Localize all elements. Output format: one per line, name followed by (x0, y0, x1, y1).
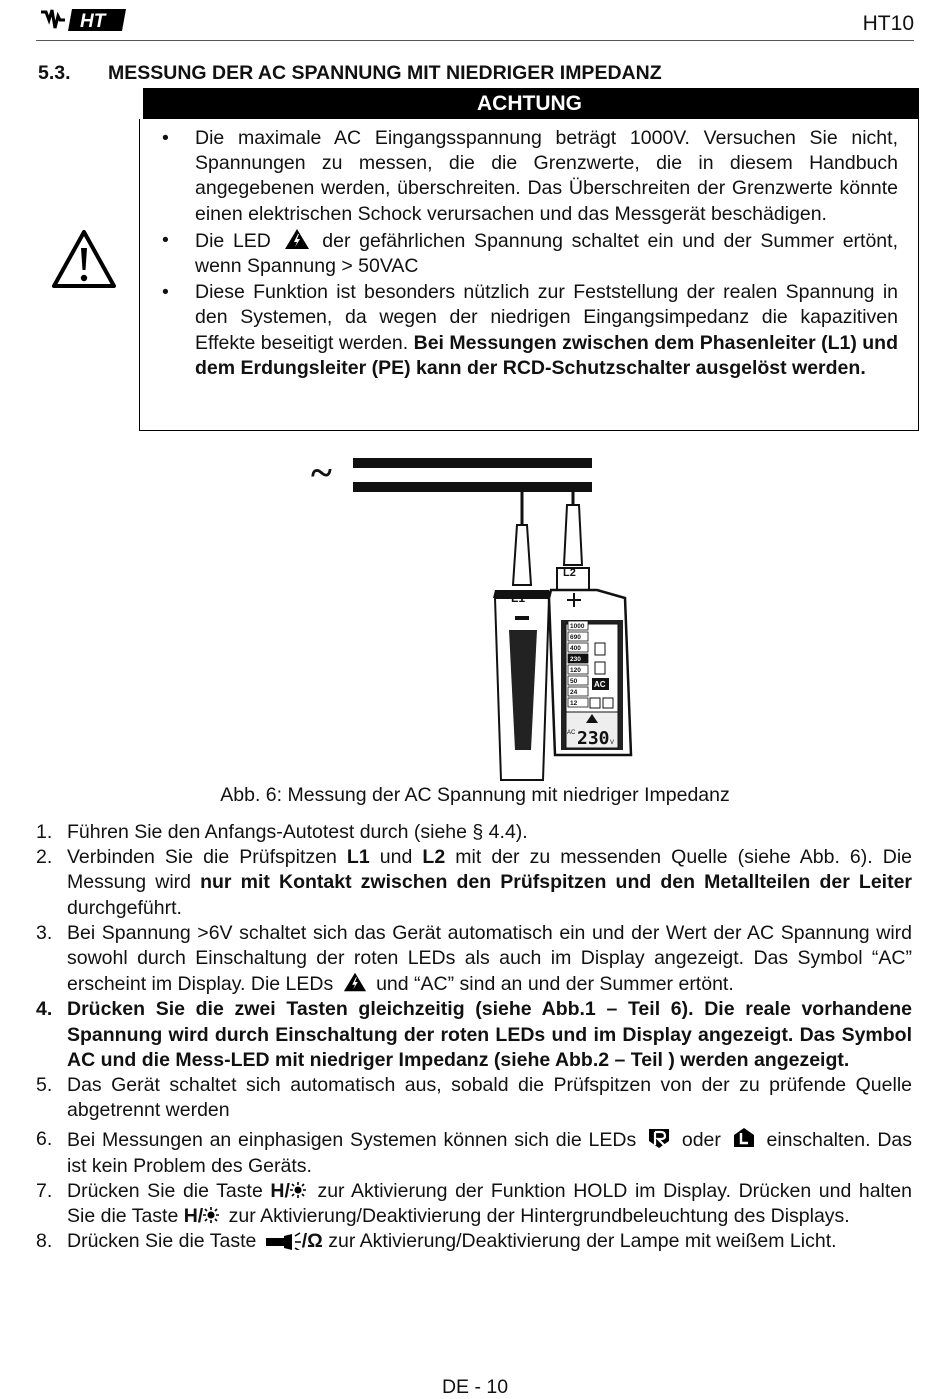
step-number: 5. (36, 1074, 53, 1097)
lcd-value: 230 (577, 728, 610, 749)
step-bold: L1 (346, 846, 370, 869)
lcd-unit: V (610, 740, 615, 746)
page-number: DE - 10 (441, 1376, 509, 1398)
step-number: 7. (36, 1179, 53, 1202)
scale-label: 1000 (570, 623, 585, 630)
ac-tilde: ~ (311, 450, 332, 495)
step-text: Drücken Sie die Taste (67, 1230, 257, 1253)
section-heading (38, 62, 662, 85)
step-3 (36, 921, 912, 998)
probe-l1 (493, 492, 551, 780)
warning-item-text: Die maximale AC Eingangsspannung beträgt 1000V. Versuchen Sie nicht, Spannungen zu messen, die die Grenzwerte, die in diesem Handbuch angegebenen werden, überschreiten. Das Überschreiten der Grenzwerte könnte einen elektrischen Schock verursachen und das Messgerät beschädigen. (195, 127, 898, 225)
warning-item-bold: Bei Messungen zwischen dem Phasenleiter (L1) und dem Erdungsleiter (PE) kann der RCD-Schutzschalter ausgelöst werden. (195, 331, 899, 379)
scale-label: 230 (570, 656, 581, 663)
step-bold: L2 (422, 846, 446, 869)
danger-voltage-led-icon (343, 971, 367, 993)
step-text: Bei Spannung >6V schaltet sich das Gerät automatisch ein und der Wert der AC Spannung wird sowohl durch Einschaltung der roten LEDs als auch im Display angezeigt. Das Symbol “AC” erscheint im Display. Die LEDs (67, 921, 912, 996)
scale-label: 120 (570, 667, 581, 674)
step-text: und “AC” sind an und der Summer ertönt. (376, 973, 734, 996)
procedure-steps (36, 820, 912, 1254)
ac-led-label: AC (594, 680, 606, 689)
step-text: zur Aktivierung der Funktion HOLD im Display. Drücken und halten Sie die Taste (67, 1179, 912, 1228)
step-1 (36, 820, 912, 845)
scale-label: 12 (570, 700, 578, 707)
step-text: Drücken Sie die Taste (67, 1179, 263, 1202)
lamp-key-label: /Ω (301, 1230, 323, 1253)
page-header (36, 0, 914, 41)
warning-item-text: Die LED (195, 229, 271, 252)
probe-l1-label: L1 (511, 591, 526, 605)
step-text: mit der zu messenden Quelle (siehe Abb. 6). Die Messung wird (67, 846, 913, 894)
warning-item-text: der gefährlichen Spannung schaltet ein und der Summer ertönt, wenn Spannung > 50VAC (195, 229, 898, 278)
step-text: Drücken Sie die zwei Tasten gleichzeitig (siehe Abb.1 – Teil 6). Die reale vorhandene Spannung wird durch Einschaltung der roten LEDs und im Display angezeigt. Das Symbol AC und die Mess-LED mit niedriger Impedanz (siehe Abb.2 – Teil ) werden angezeigt. (67, 998, 912, 1071)
lcd-ac-label: AC (567, 730, 576, 736)
step-7 (36, 1179, 912, 1229)
step-number: 4. (36, 998, 53, 1021)
step-text: Bei Messungen an einphasigen Systemen können sich die LEDs (67, 1129, 637, 1152)
ht-logo (40, 6, 128, 34)
warning-list (140, 126, 898, 381)
step-8 (36, 1229, 912, 1254)
section-number: 5.3. (38, 62, 71, 84)
step-number: 6. (36, 1128, 53, 1151)
backlight-icon (203, 1207, 219, 1225)
conductor-top (353, 458, 592, 468)
right-phase-led-icon (647, 1127, 671, 1149)
step-2 (36, 845, 912, 921)
lamp-icon (266, 1232, 302, 1250)
step-text: Verbinden Sie die Prüfspitzen (67, 846, 337, 869)
hold-key-label: H/ (270, 1179, 290, 1202)
backlight-icon (290, 1182, 306, 1200)
scale-label: 24 (570, 689, 578, 696)
step-text: oder (681, 1129, 721, 1152)
step-number: 8. (36, 1230, 53, 1253)
warning-item (140, 126, 898, 227)
step-text: Das Gerät schaltet sich automatisch aus, sobald die Prüfspitzen von der zu prüfende Quelle abgetrennt werden (67, 1074, 912, 1122)
section-title: MESSUNG DER AC SPANNUNG MIT NIEDRIGER IMPEDANZ (108, 62, 662, 84)
ht-logo-mark (68, 7, 128, 33)
step-6 (36, 1127, 912, 1178)
model-name: HT10 (862, 12, 914, 35)
scale-label: 50 (570, 678, 578, 685)
warning-triangle-icon (50, 228, 118, 290)
step-number: 2. (36, 846, 53, 869)
step-bold: nur mit Kontakt zwischen den Prüfspitzen und den Metallteilen der Leiter (200, 871, 913, 894)
conductor-bottom (353, 482, 592, 492)
warning-item-text: Diese Funktion ist besonders nützlich zur Feststellung der realen Spannung in den Systemen, da wegen der niedrigen Eingangsimpedanz die kapazitiven Effekte beseitigt werden. (195, 281, 898, 354)
ht-logo-icon (40, 8, 66, 32)
probe-l2-label: L2 (563, 567, 576, 579)
lcd-display (566, 712, 618, 749)
step-text: einschalten. Das ist kein Problem des Geräts. (67, 1129, 913, 1177)
step-text: durchgeführt. (67, 896, 182, 919)
step-5 (36, 1073, 912, 1123)
step-text: Führen Sie den Anfangs-Autotest durch (siehe § 4.4). (67, 821, 528, 843)
warning-item (140, 228, 898, 279)
step-text: zur Aktivierung/Deaktivierung der Hintergrundbeleuchtung des Displays. (228, 1205, 850, 1228)
step-number: 3. (36, 921, 53, 944)
scale-label: 690 (570, 634, 581, 641)
left-phase-led-icon (732, 1127, 756, 1149)
step-text: und (379, 846, 413, 869)
svg-text:HT: HT (80, 11, 106, 32)
measurement-figure (305, 450, 635, 785)
step-number: 1. (36, 821, 53, 843)
step-4 (36, 997, 912, 1073)
danger-voltage-led-icon (284, 228, 310, 250)
warning-title: ACHTUNG (140, 88, 919, 119)
hold-key-label: H/ (183, 1205, 204, 1228)
scale-label: 400 (570, 645, 581, 652)
figure-caption: Abb. 6: Messung der AC Spannung mit niedriger Impedanz (220, 784, 730, 806)
step-text: zur Aktivierung/Deaktivierung der Lampe mit weißem Licht. (328, 1230, 837, 1253)
warning-item (140, 280, 898, 381)
